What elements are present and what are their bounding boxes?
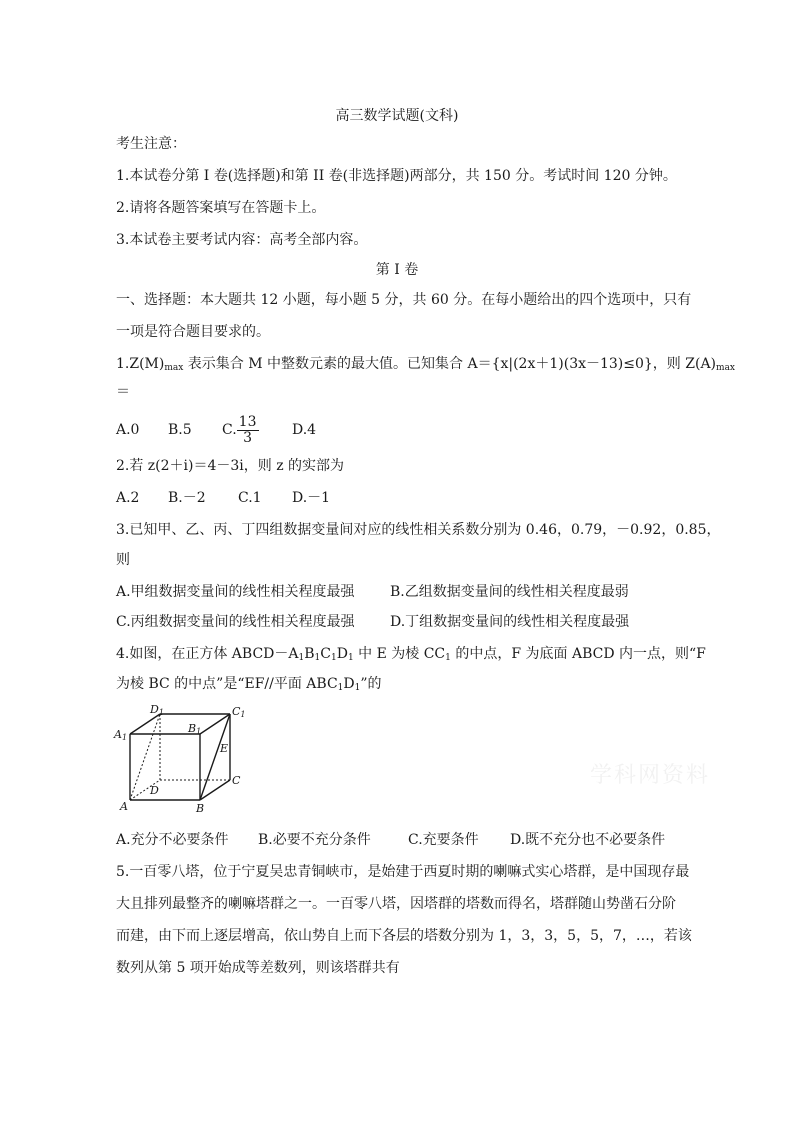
label-c: C <box>232 774 241 787</box>
question-5-stem: 大且排列最整齐的喇嘛塔群之一。一百零八塔，因塔群的塔数而得名，塔群随山势凿石分阶 <box>116 896 676 912</box>
option-d: D.－1 <box>292 490 331 506</box>
question-1-equals: ＝ <box>116 384 130 400</box>
label-c1: C1 <box>232 705 246 719</box>
page-title: 高三数学试题(文科) <box>335 108 459 124</box>
option-b: B.－2 <box>168 490 206 506</box>
option-b: B.乙组数据变量间的线性相关程度最弱 <box>390 584 629 600</box>
question-4-stem: 4.如图，在正方体 $ABCD-A_1B_1C_1D_1$ 中 E 为棱 $CC_1$ 的中点，F 为底面 ABCD 内一点，则“F <box>116 646 706 663</box>
question-5-stem: 5.一百零八塔，位于宁夏吴忠青铜峡市，是始建于西夏时期的喇嘛式实心塔群，是中国现存最 <box>116 864 690 880</box>
option-b: B.5 <box>168 422 192 438</box>
question-4-stem: 为棱 BC 的中点”是“EF//平面 $ABC_1D_1$”的 <box>116 676 382 693</box>
label-b: B <box>196 802 205 815</box>
notice-item: 1.本试卷分第 I 卷(选择题)和第 II 卷(非选择题)两部分，共 150 分。考试时间 120 分钟。 <box>116 168 677 184</box>
question-3-stem: 3.已知甲、乙、丙、丁四组数据变量间对应的线性相关系数分别为 0.46，0.79，－0.92，0.85， <box>116 522 721 538</box>
section-title: 第 I 卷 <box>375 262 419 278</box>
option-d: D.丁组数据变量间的线性相关程度最强 <box>390 614 630 630</box>
notice-item: 3.本试卷主要考试内容：高考全部内容。 <box>116 232 368 248</box>
subscript-one: 1 <box>121 733 128 742</box>
question-3-stem: 则 <box>116 552 130 568</box>
option-a: A.充分不必要条件 <box>116 832 229 848</box>
question-5-stem: 而建，由下而上逐层增高，依山势自上而下各层的塔数分别为 1，3，3，5，5，7，…，若该 <box>116 928 692 944</box>
option-c: C.1 <box>238 490 262 506</box>
question-5-stem: 数列从第 5 项开始成等差数列，则该塔群共有 <box>116 960 400 976</box>
option-a: A.2 <box>116 490 140 506</box>
option-c: C. $\frac{13}{3}$ <box>222 413 257 446</box>
option-b: B.必要不充分条件 <box>258 832 371 848</box>
option-d: D.4 <box>292 422 317 438</box>
notice-item: 2.请将各题答案填写在答题卡上。 <box>116 200 326 216</box>
subscript-one: 1 <box>158 708 164 717</box>
watermark: 学科网资料 <box>590 763 711 788</box>
question-1-stem: $1.Z(M)_{max}$ 表示集合 M 中整数元素的最大值。已知集合 A＝{x|(2x＋1)(3x－13)≤0}，则 $Z(A)_{max}$ <box>116 356 736 373</box>
subscript-one: 1 <box>196 727 202 736</box>
option-d: D.既不充分也不必要条件 <box>510 832 666 848</box>
notice-heading: 考生注意： <box>116 136 186 152</box>
option-c: C.丙组数据变量间的线性相关程度最强 <box>116 614 355 630</box>
label-d: D <box>150 784 159 797</box>
option-a: A.甲组数据变量间的线性相关程度最强 <box>116 584 355 600</box>
option-a: A.0 <box>116 422 140 438</box>
question-2-stem: 2.若 z(2＋i)＝4－3i，则 z 的实部为 <box>116 458 345 474</box>
label-b1: B1 <box>188 722 202 736</box>
section-intro: 一项是符合题目要求的。 <box>116 324 270 340</box>
option-c: C.充要条件 <box>408 832 479 848</box>
label-d1: D1 <box>150 703 164 717</box>
section-intro: 一、选择题：本大题共 12 小题，每小题 5 分，共 60 分。在每小题给出的四个选项中，只有 <box>116 292 692 308</box>
label-a1: A1 <box>114 728 128 742</box>
label-e: E <box>220 742 229 755</box>
subscript-one: 1 <box>240 710 246 719</box>
cube-figure <box>112 703 246 816</box>
fraction: $\frac{13}{3}$ <box>238 413 257 446</box>
label-a: A <box>120 800 128 813</box>
